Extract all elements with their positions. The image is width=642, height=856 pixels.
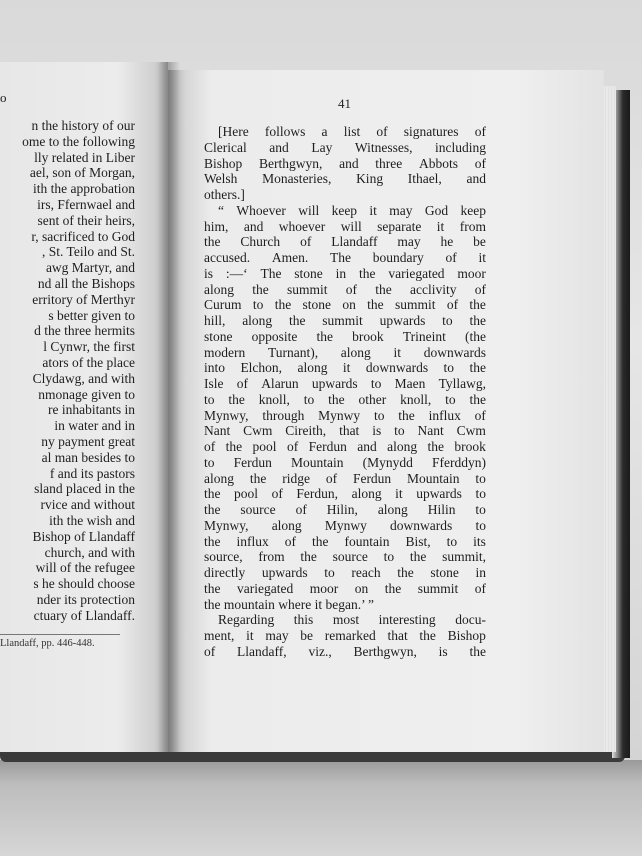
text-line: modern Turnant), along it downwards [204, 344, 486, 360]
text-line: Regarding this most interesting docu- [218, 612, 486, 628]
text-line: Mynwy, along Mynwy downwards to [204, 517, 486, 533]
text-line: awg Martyr, and [45, 260, 135, 276]
text-line: Clerical and Lay Witnesses, including [204, 139, 486, 155]
text-line: s better given to [48, 307, 135, 323]
text-line: to Ferdun Mountain (Mynydd Fferddyn) [204, 454, 486, 470]
text-line: into Elchon, along it downwards to the [204, 360, 486, 376]
text-line: is :—‘ The stone in the variegated moor [204, 265, 486, 281]
right-page-text [204, 124, 486, 660]
text-line: ators of the place [42, 354, 135, 370]
table-surface [0, 760, 642, 856]
text-line: Bishop of Llandaff [32, 528, 135, 544]
text-line: n the history of our [31, 118, 135, 133]
text-line: ny payment great [41, 433, 135, 449]
text-line: l Cynwr, the first [43, 339, 135, 355]
text-line: the mountain where it began.’ ” [204, 596, 374, 612]
text-line: nmonage given to [38, 386, 135, 402]
text-line: accused. Amen. The boundary of it [204, 250, 486, 265]
footnote-rule [0, 634, 120, 635]
text-line: ome to the following [22, 133, 135, 149]
text-line: along the summit of the acclivity of [204, 281, 486, 297]
text-line: ith the approbation [33, 181, 135, 197]
text-line: the pool of Ferdun, along it upwards to [204, 486, 486, 502]
text-line: hill, along the summit upwards to the [204, 313, 486, 328]
text-line: church, and with [44, 544, 135, 560]
text-line: sent of their heirs, [37, 212, 135, 228]
book-gutter [158, 62, 180, 754]
text-line: [Here follows a list of signatures of [218, 124, 486, 139]
text-line: Clydawg, and with [32, 370, 135, 386]
text-line: re inhabitants in [48, 402, 135, 418]
right-page-number: 41 [338, 96, 351, 111]
text-line: in water and in [54, 418, 135, 434]
text-line: the Church of Llandaff may he be [204, 234, 486, 250]
left-page-text [0, 118, 168, 624]
text-line: nder its protection [36, 591, 135, 607]
text-line: sland placed in the [34, 481, 135, 497]
text-line: d the three hermits [34, 323, 135, 339]
text-line: stone opposite the brook Trineint (the [204, 328, 486, 344]
text-line: Curum to the stone on the summit of the [204, 297, 486, 313]
text-line: Bishop Berthgwyn, and three Abbots of [204, 155, 486, 171]
text-line: Mynwy, through Mynwy to the influx of [204, 407, 486, 423]
text-line: Isle of Alarun upwards to Maen Tyllawg, [204, 376, 486, 391]
text-line: f and its pastors [49, 465, 135, 481]
left-page-number: o [0, 90, 7, 105]
text-line: ael, son of Morgan, [29, 165, 135, 181]
left-footnote: Llandaff, pp. 446-448. [0, 638, 95, 649]
text-line: of Llandaff, viz., Berthgwyn, is the [204, 643, 486, 659]
text-line: ment, it may be remarked that the Bishop [204, 628, 486, 643]
text-line: , St. Teilo and St. [42, 244, 135, 260]
text-line: ctuary of Llandaff. [33, 607, 135, 623]
text-line: the influx of the fountain Bist, to its [204, 533, 486, 549]
text-line: the variegated moor on the summit of [204, 580, 486, 596]
text-line: the source of Hilin, along Hilin to [204, 502, 486, 517]
text-line: nd all the Bishops [37, 275, 135, 291]
text-line: erritory of Merthyr [32, 291, 135, 307]
text-line: Welsh Monasteries, King Ithael, and [204, 171, 486, 187]
text-line: Nant Cwm Cireith, that is to Nant Cwm [204, 423, 486, 439]
text-line: will of the refugee [35, 560, 135, 576]
text-line: s he should choose [33, 576, 135, 592]
text-line: along the ridge of Ferdun Mountain to [204, 470, 486, 486]
text-line: lly related in Liber [34, 149, 135, 165]
text-line: al man besides to [41, 449, 135, 465]
text-line: rvice and without [40, 497, 135, 513]
text-line: him, and whoever will separate it from [204, 218, 486, 234]
left-page [0, 62, 168, 752]
text-line: of the pool of Ferdun and along the brook [204, 439, 486, 454]
text-line: r, sacrificed to God [31, 228, 135, 244]
text-line: others.] [204, 187, 245, 202]
text-line: “ Whoever will keep it may God keep [218, 202, 486, 218]
text-line: to the knoll, to the other knoll, to the [204, 391, 486, 407]
right-page [168, 70, 604, 752]
text-line: irs, Ffernwael and [37, 196, 135, 212]
text-line: directly upwards to reach the stone in [204, 565, 486, 580]
text-line: source, from the source to the summit, [204, 549, 486, 565]
text-line: ith the wish and [49, 512, 135, 528]
